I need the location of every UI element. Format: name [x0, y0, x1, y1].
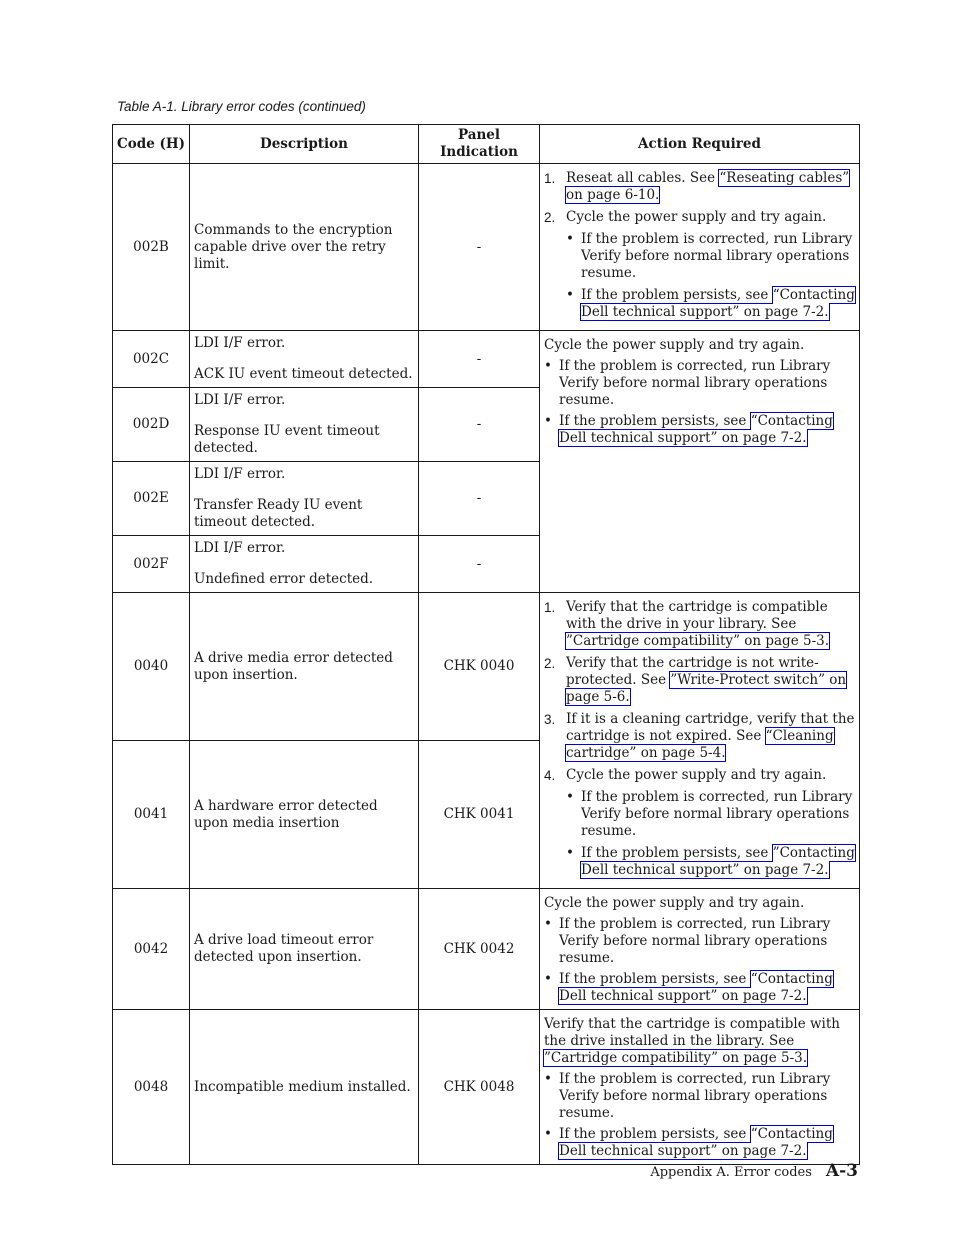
- panel-cell: CHK 0042: [419, 889, 540, 1010]
- bullet-item: • If the problem is corrected, run Library Verify before normal library operations resume.: [566, 789, 853, 839]
- code-cell: 0041: [113, 741, 190, 889]
- action-cell: [540, 593, 860, 889]
- description-cell: A drive media error detected upon insertion.: [190, 593, 419, 741]
- bullet-item: • If the problem persists, see “Contacting Dell technical support” on page 7-2.: [566, 287, 855, 320]
- cleaning-cartridge-link[interactable]: “Cleaning cartridge” on page 5-4.: [566, 728, 834, 761]
- step-item: 2. Verify that the cartridge is not write-protected. See ”Write-Protect switch” on page 5-6.: [544, 655, 847, 705]
- step-item: 3. If it is a cleaning cartridge, verify that the cartridge is not expired. See “Cleaning cartridge” on page 5-4.: [544, 711, 855, 761]
- panel-cell: -: [419, 462, 540, 536]
- bullet-item: • If the problem persists, see ”Contacting Dell technical support” on page 7-2.: [566, 845, 855, 878]
- write-protect-switch-link[interactable]: ”Write-Protect switch” on page 5-6.: [566, 672, 847, 705]
- header-action: Action Required: [540, 125, 860, 164]
- description-cell: A drive load timeout error detected upon insertion.: [190, 889, 419, 1010]
- reseating-cables-link[interactable]: “Reseating cables” on page 6-10.: [566, 170, 850, 203]
- bullet-item: • If the problem is corrected, run Library Verify before normal library operations resume.: [544, 916, 831, 966]
- header-panel: Panel Indication: [419, 125, 540, 164]
- description-cell: LDI I/F error. ACK IU event timeout detected.: [190, 331, 419, 388]
- description-cell: LDI I/F error. Undefined error detected.: [190, 536, 419, 593]
- table-row: [113, 331, 860, 388]
- description-cell: Incompatible medium installed.: [190, 1010, 419, 1165]
- bullet-item: • If the problem persists, see “Contacting Dell technical support” on page 7-2.: [544, 413, 833, 446]
- bullet-item: • If the problem is corrected, run Library Verify before normal library operations resume.: [566, 231, 853, 281]
- page-footer: [650, 1161, 858, 1181]
- description-cell: Commands to the encryption capable drive over the retry limit.: [190, 164, 419, 331]
- table-row: [113, 1010, 860, 1165]
- header-code: Code (H): [113, 125, 190, 164]
- panel-cell: -: [419, 388, 540, 462]
- panel-cell: -: [419, 536, 540, 593]
- step-item: 2. Cycle the power supply and try again. • If the problem is corrected, run Library Verify before normal library operations resume. • If the problem persists, see “Contacting Dell technical support” on page 7-2.: [544, 209, 855, 320]
- code-cell: 002D: [113, 388, 190, 462]
- step-item: 1. Reseat all cables. See “Reseating cables” on page 6-10.: [544, 170, 850, 203]
- code-cell: 0040: [113, 593, 190, 741]
- panel-cell: CHK 0048: [419, 1010, 540, 1165]
- contacting-support-link[interactable]: “Contacting Dell technical support” on page 7-2.: [559, 971, 833, 1004]
- panel-cell: -: [419, 331, 540, 388]
- panel-cell: -: [419, 164, 540, 331]
- bullet-item: • If the problem is corrected, run Library Verify before normal library operations resume.: [544, 1071, 831, 1121]
- code-cell: 002E: [113, 462, 190, 536]
- action-cell: Cycle the power supply and try again. • If the problem is corrected, run Library Verify before normal library operations resume. • If the problem persists, see “Contacting Dell technical support” on page 7-2.: [540, 889, 860, 1010]
- table-row: [113, 593, 860, 741]
- description-cell: A hardware error detected upon media insertion: [190, 741, 419, 889]
- contacting-support-link[interactable]: “Contacting Dell technical support” on page 7-2.: [559, 413, 833, 446]
- bullet-item: • If the problem persists, see “Contacting Dell technical support” on page 7-2.: [544, 1126, 833, 1159]
- code-cell: 002F: [113, 536, 190, 593]
- code-cell: 0048: [113, 1010, 190, 1165]
- code-cell: 002B: [113, 164, 190, 331]
- cartridge-compatibility-link[interactable]: ”Cartridge compatibility” on page 5-3.: [566, 633, 830, 649]
- action-cell: Cycle the power supply and try again. • If the problem is corrected, run Library Verify before normal library operations resume. • If the problem persists, see “Contacting Dell technical support” on page 7-2.: [540, 331, 860, 593]
- bullet-item: • If the problem persists, see “Contacting Dell technical support” on page 7-2.: [544, 971, 833, 1004]
- description-cell: LDI I/F error. Response IU event timeout detected.: [190, 388, 419, 462]
- code-cell: 002C: [113, 331, 190, 388]
- contacting-support-link[interactable]: ”Contacting Dell technical support” on page 7-2.: [581, 845, 855, 878]
- panel-cell: CHK 0040: [419, 593, 540, 741]
- table-row: [113, 164, 860, 331]
- table-row: [113, 889, 860, 1010]
- step-item: 1. Verify that the cartridge is compatible with the drive in your library. See ”Cartridge compatibility” on page 5-3.: [544, 599, 830, 649]
- contacting-support-link[interactable]: “Contacting Dell technical support” on page 7-2.: [581, 287, 855, 320]
- bullet-item: • If the problem is corrected, run Library Verify before normal library operations resume.: [544, 358, 831, 408]
- footer-section-title: Appendix A. Error codes: [650, 1165, 812, 1180]
- table-caption: Table A-1. Library error codes (continued): [117, 99, 366, 114]
- panel-cell: CHK 0041: [419, 741, 540, 889]
- page-number: A-3: [825, 1161, 858, 1181]
- action-cell: Verify that the cartridge is compatible with the drive installed in the library. See ”Cartridge compatibility” on page 5-3. • If the problem is corrected, run Library Verify before normal library operations resume. • If the problem persists, see “Contacting Dell technical support” on page 7-2.: [540, 1010, 860, 1165]
- error-codes-table: [112, 124, 860, 1165]
- header-description: Description: [190, 125, 419, 164]
- code-cell: 0042: [113, 889, 190, 1010]
- table-header-row: [113, 125, 860, 164]
- action-cell: [540, 164, 860, 331]
- description-cell: LDI I/F error. Transfer Ready IU event timeout detected.: [190, 462, 419, 536]
- step-item: 4. Cycle the power supply and try again. • If the problem is corrected, run Library Verify before normal library operations resume. • If the problem persists, see ”Contacting Dell technical support” on page 7-2.: [544, 767, 855, 878]
- cartridge-compatibility-link[interactable]: ”Cartridge compatibility” on page 5-3.: [544, 1050, 808, 1066]
- contacting-support-link[interactable]: “Contacting Dell technical support” on page 7-2.: [559, 1126, 833, 1159]
